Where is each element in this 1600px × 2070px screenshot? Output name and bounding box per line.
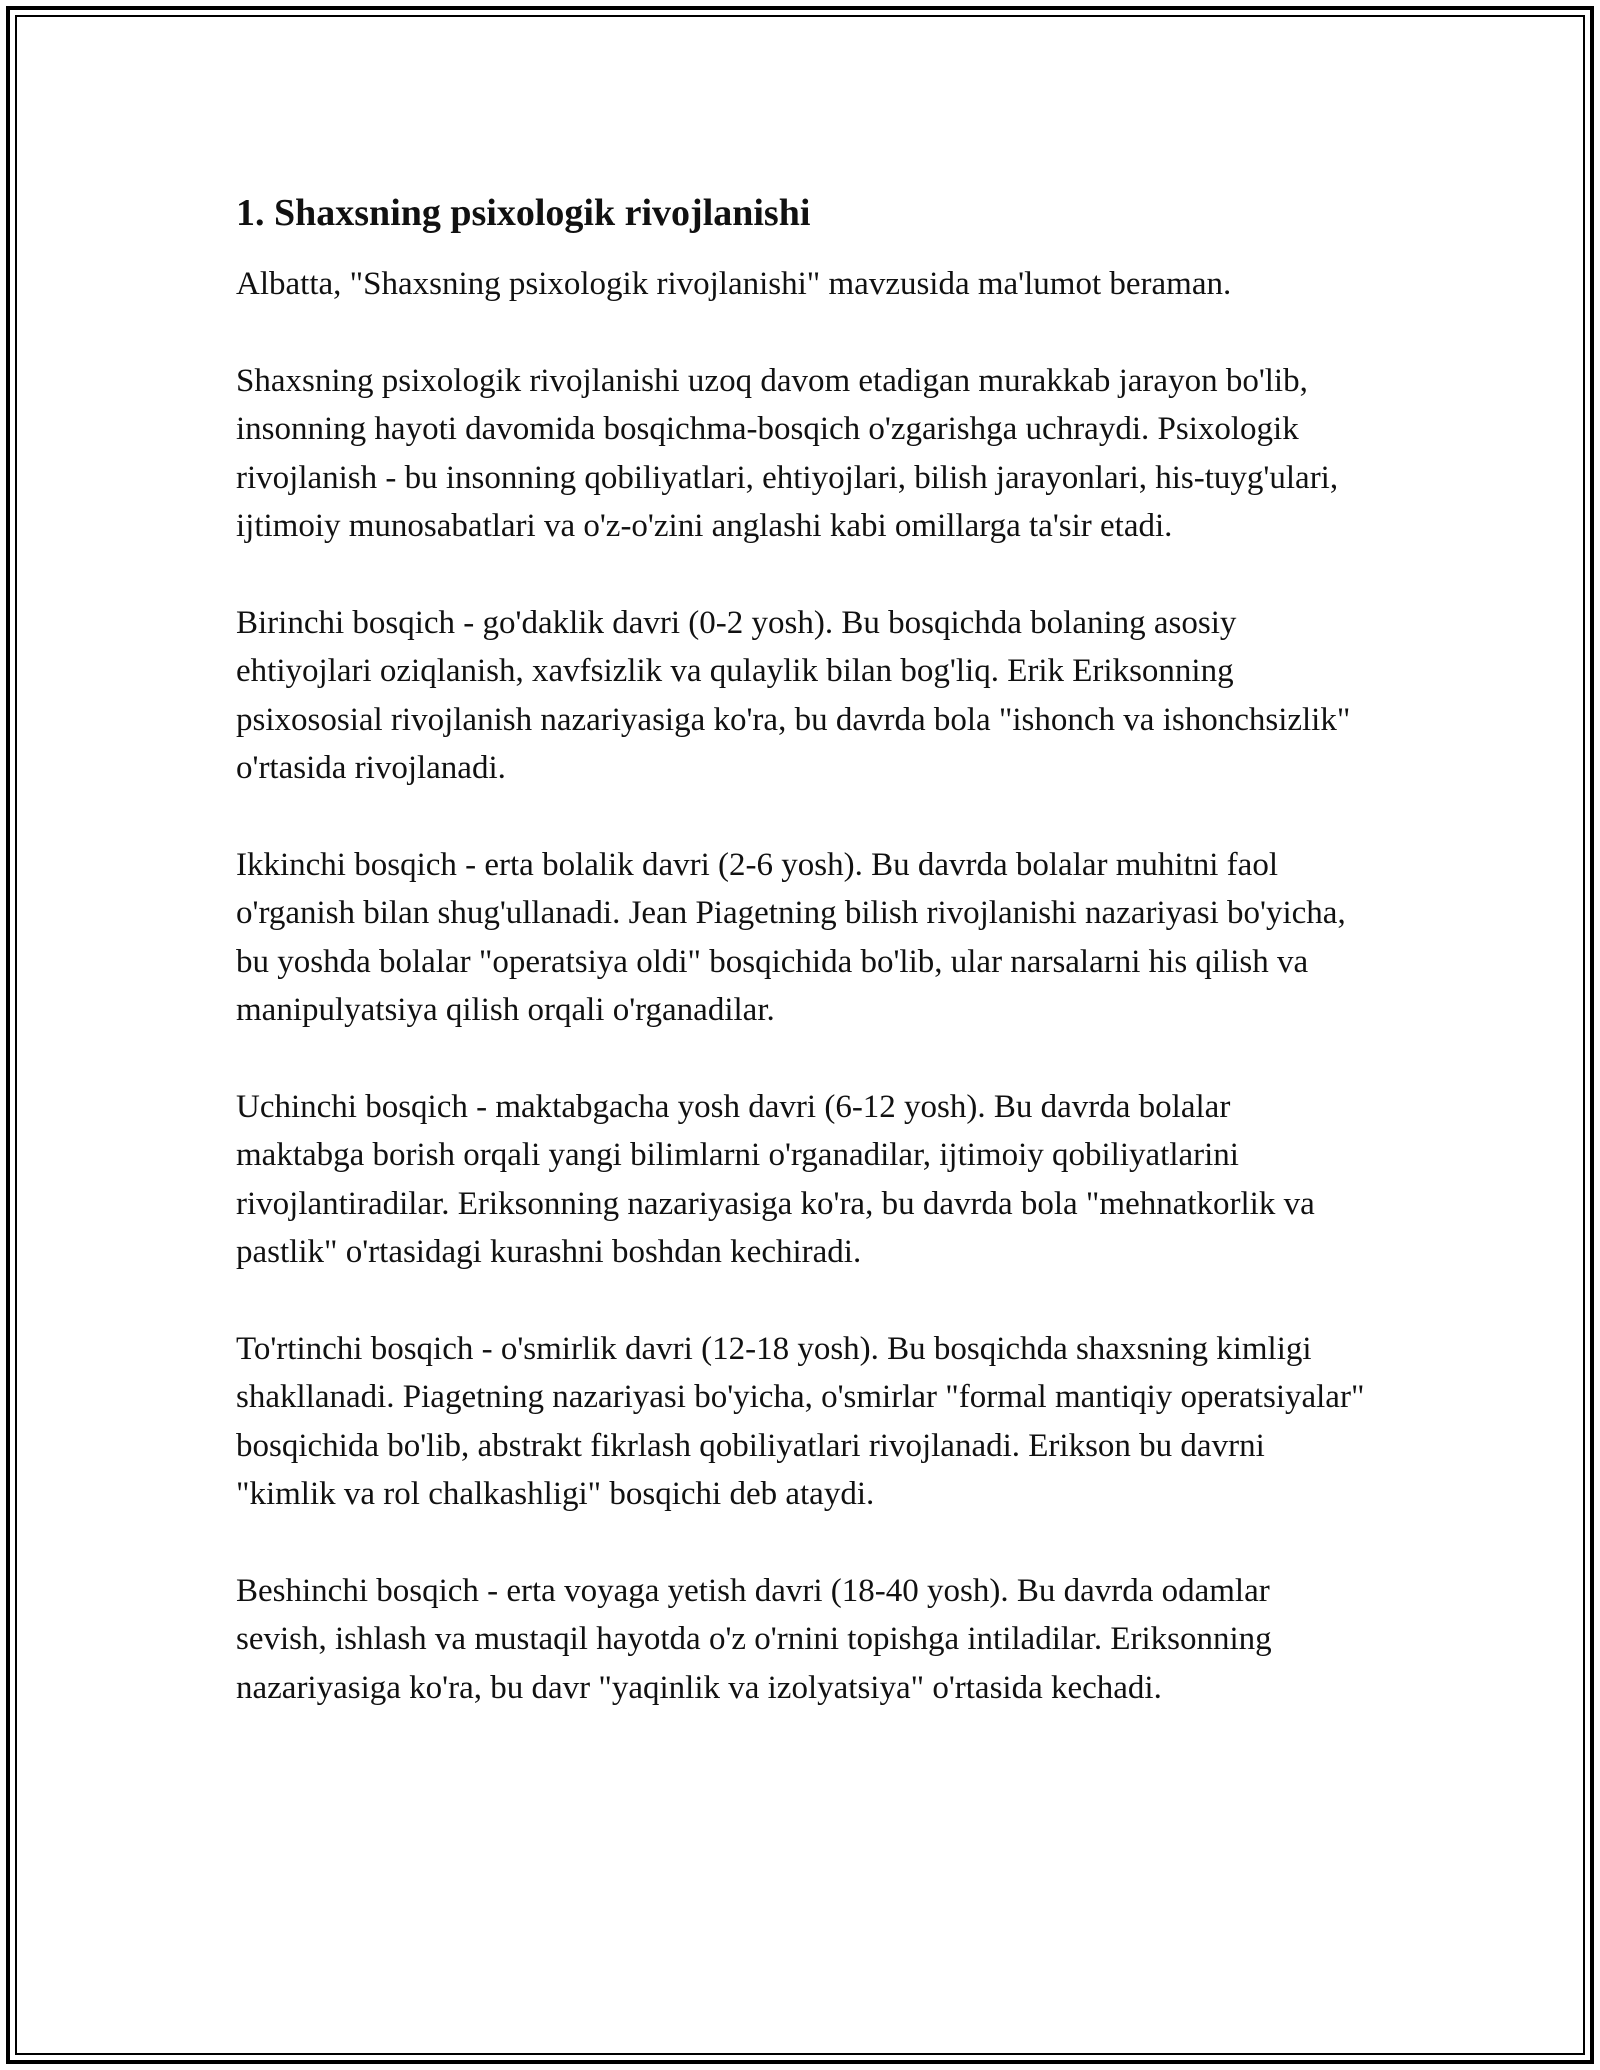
paragraph-stage-1: Birinchi bosqich - go'daklik davri (0-2 yosh). Bu bosqichda bolaning asosiy ehtiyojlari oziqlanish, xavfsizlik va qulaylik bilan bog'liq. Erik Eriksonning psixososial rivojlanish nazariyasiga ko'ra, bu davrda bola "ishonch va ishonchsizlik" o'rtasida rivojlanadi. [236, 604, 1351, 786]
document-body [236, 188, 1366, 1760]
paragraph-stage-2: Ikkinchi bosqich - erta bolalik davri (2-6 yosh). Bu davrda bolalar muhitni faol o'rganish bilan shug'ullanadi. Jean Piagetning bilish rivojlanishi nazariyasi bo'yicha, bu yoshda bolalar "operatsiya oldi" bosqichida bo'lib, ular narsalarni his qilish va manipulyatsiya qilish orqali o'rganadilar. [236, 846, 1346, 1028]
paragraph-stage-4: To'rtinchi bosqich - o'smirlik davri (12-18 yosh). Bu bosqichda shaxsning kimligi shakllanadi. Piagetning nazariyasi bo'yicha, o'smirlar "formal mantiqiy operatsiyalar" bosqichida bo'lib, abstrakt fikrlash qobiliyatlari rivojlanadi. Erikson bu davrni "kimlik va rol chalkashligi" bosqichi deb ataydi. [236, 1330, 1365, 1512]
section-heading: 1. Shaxsning psixologik rivojlanishi [236, 192, 811, 234]
paragraph-stage-3: Uchinchi bosqich - maktabgacha yosh davri (6-12 yosh). Bu davrda bolalar maktabga borish orqali yangi bilimlarni o'rganadilar, ijtimoiy qobiliyatlarini rivojlantiradilar. Eriksonning nazariyasiga ko'ra, bu davrda bola "mehnatkorlik va pastlik" o'rtasidagi kurashni boshdan kechiradi. [236, 1088, 1315, 1270]
paragraph-intro: Albatta, "Shaxsning psixologik rivojlanishi" mavzusida ma'lumot beraman. [236, 266, 1232, 302]
paragraph-overview: Shaxsning psixologik rivojlanishi uzoq davom etadigan murakkab jarayon bo'lib, insonning hayoti davomida bosqichma-bosqich o'zgarishga uchraydi. Psixologik rivojlanish - bu insonning qobiliyatlari, ehtiyojlari, bilish jarayonlari, his-tuyg'ulari, ijtimoiy munosabatlari va o'z-o'zini anglashi kabi omillarga ta'sir etadi. [236, 362, 1339, 544]
paragraph-stage-5: Beshinchi bosqich - erta voyaga yetish davri (18-40 yosh). Bu davrda odamlar sevish, ishlash va mustaqil hayotda o'z o'rnini topishga intiladilar. Eriksonning nazariyasiga ko'ra, bu davr "yaqinlik va izolyatsiya" o'rtasida kechadi. [236, 1572, 1272, 1706]
